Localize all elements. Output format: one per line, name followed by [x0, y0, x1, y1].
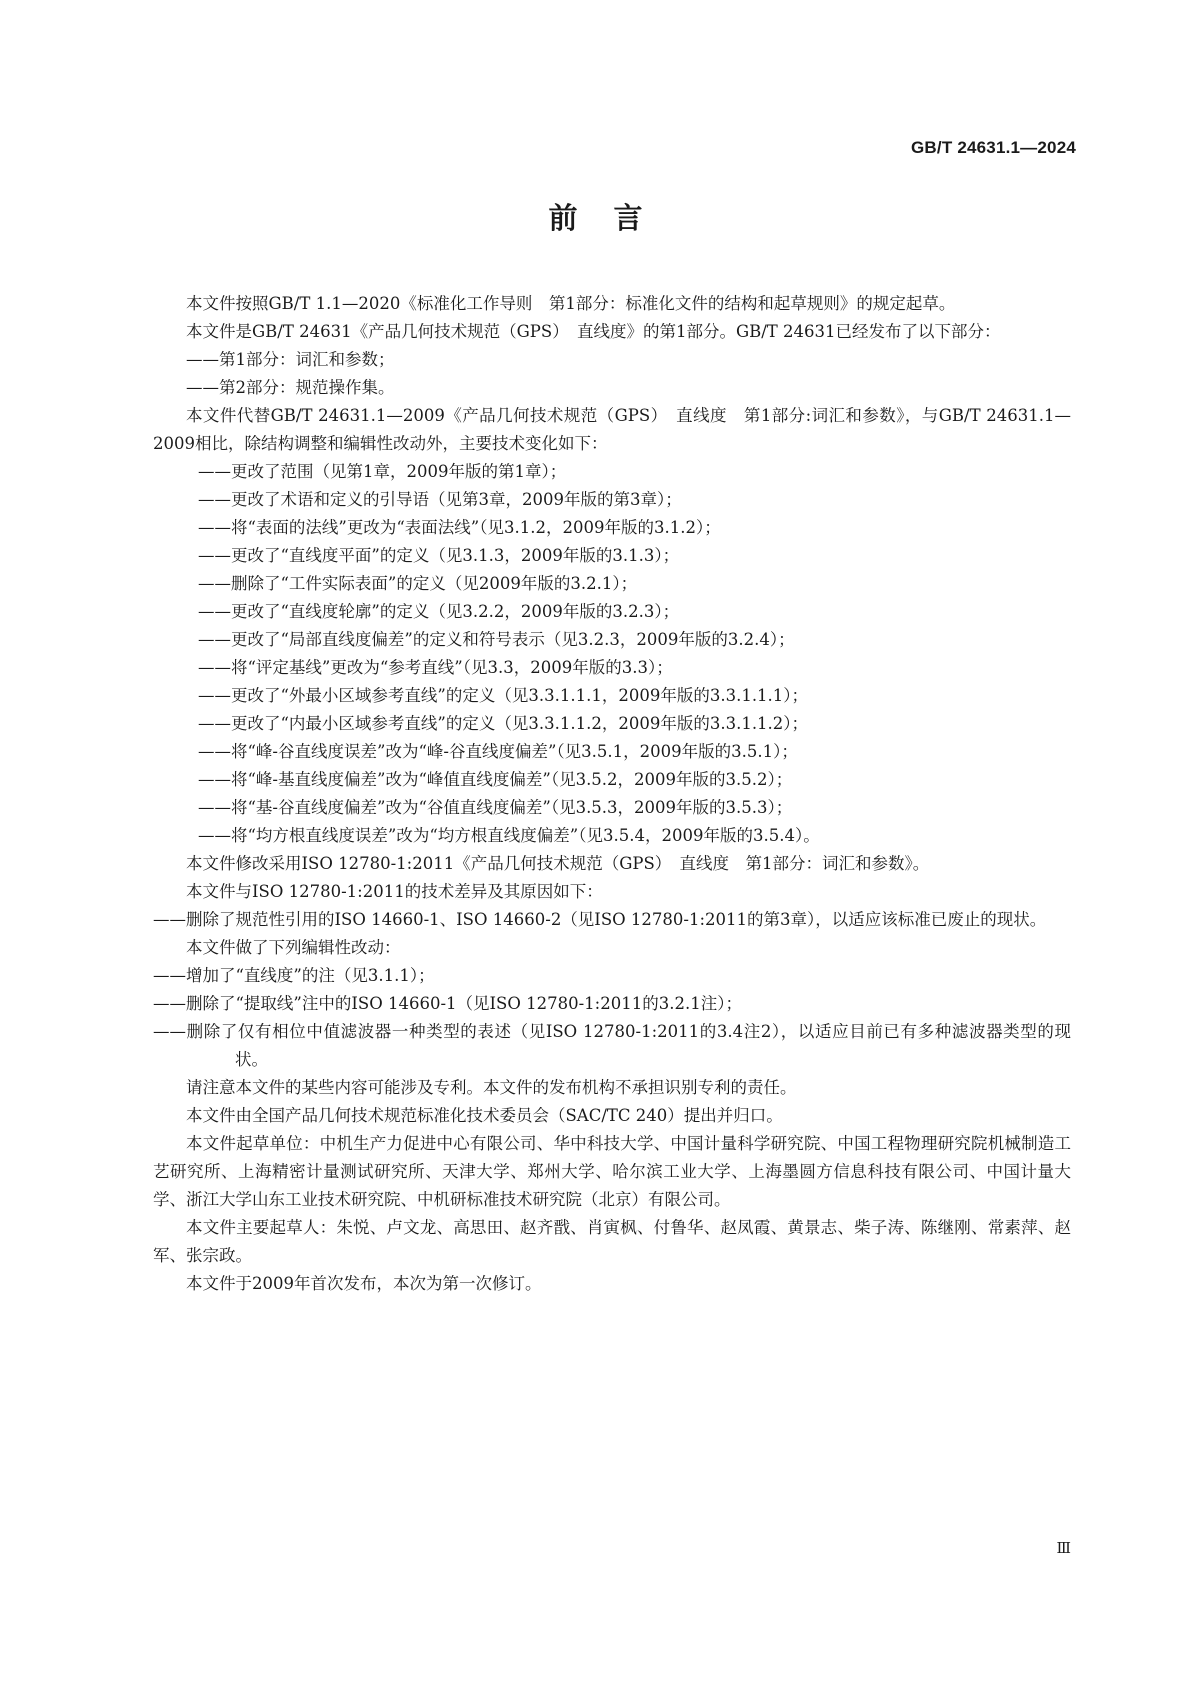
change-list	[153, 458, 1071, 850]
list-item: ——将“表面的法线”更改为“表面法线”（见3.1.2，2009年版的3.1.2）；	[198, 518, 721, 537]
paragraph: 本文件修改采用ISO 12780-1:2011《产品几何技术规范（GPS） 直线度 第1部分：词汇和参数》。	[186, 854, 930, 873]
list-item: ——将“评定基线”更改为“参考直线”（见3.3，2009年版的3.3）；	[198, 658, 673, 677]
list-item: ——更改了“局部直线度偏差”的定义和符号表示（见3.2.3，2009年版的3.2.4）；	[198, 630, 795, 649]
list-item: ——更改了“直线度平面”的定义（见3.1.3，2009年版的3.1.3）；	[198, 546, 680, 565]
paragraph: 本文件于2009年首次发布，本次为第一次修订。	[186, 1274, 542, 1293]
paragraph: 本文件主要起草人：朱悦、卢文龙、高思田、赵齐戬、肖寅枫、付鲁华、赵凤霞、黄景志、柴子涛、陈继刚、常素萍、赵军、张宗政。	[153, 1218, 1071, 1265]
list-item: ——将“均方根直线度误差”改为“均方根直线度偏差”（见3.5.4，2009年版的3.5.4）。	[198, 826, 820, 845]
list-item: ——更改了“外最小区域参考直线”的定义（见3.3.1.1.1，2009年版的3.3.1.1.1）；	[198, 686, 809, 705]
standard-code: GB/T 24631.1—2024	[911, 138, 1076, 157]
list-item: ——将“峰-基直线度偏差”改为“峰值直线度偏差”（见3.5.2，2009年版的3.5.2）；	[198, 770, 793, 789]
paragraph: 本文件做了下列编辑性改动：	[186, 938, 401, 957]
paragraph: 本文件由全国产品几何技术规范标准化技术委员会（SAC/TC 240）提出并归口。	[186, 1106, 783, 1125]
list-item: ——删除了仅有相位中值滤波器一种类型的表述（见ISO 12780-1:2011的3.4注2），以适应目前已有多种滤波器类型的现状。	[153, 1022, 1071, 1069]
document-body	[153, 290, 1071, 1298]
list-item: ——增加了“直线度”的注（见3.1.1）；	[153, 966, 435, 985]
paragraph: 本文件按照GB/T 1.1—2020《标准化工作导则 第1部分：标准化文件的结构和起草规则》的规定起草。	[186, 294, 956, 313]
list-item: ——删除了“提取线”注中的ISO 14660-1（见ISO 12780-1:2011的3.2.1注）；	[153, 994, 742, 1013]
list-item: ——更改了术语和定义的引导语（见第3章，2009年版的第3章）；	[198, 490, 682, 509]
paragraph: 本文件是GB/T 24631《产品几何技术规范（GPS） 直线度》的第1部分。GB/T 24631已经发布了以下部分：	[186, 322, 1001, 341]
list-item: ——将“峰-谷直线度误差”改为“峰-谷直线度偏差”（见3.5.1，2009年版的3.5.1）；	[198, 742, 798, 761]
list-item: ——删除了规范性引用的ISO 14660-1、ISO 14660-2（见ISO 12780-1:2011的第3章），以适应该标准已废止的现状。	[153, 910, 1047, 929]
list-item: ——更改了范围（见第1章，2009年版的第1章）；	[198, 462, 567, 481]
list-item: ——第2部分：规范操作集。	[186, 378, 395, 397]
paragraph: 本文件代替GB/T 24631.1—2009《产品几何技术规范（GPS） 直线度 第1部分:词汇和参数》，与GB/T 24631.1—2009相比，除结构调整和编辑性改动外，主要技术变化如下：	[153, 406, 1071, 453]
list-item: ——更改了“直线度轮廓”的定义（见3.2.2，2009年版的3.2.3）；	[198, 602, 680, 621]
list-item: ——更改了“内最小区域参考直线”的定义（见3.3.1.1.2，2009年版的3.3.1.1.2）；	[198, 714, 809, 733]
paragraph: 请注意本文件的某些内容可能涉及专利。本文件的发布机构不承担识别专利的责任。	[186, 1078, 797, 1097]
page-title: 前言	[548, 201, 679, 235]
list-item: ——删除了“工件实际表面”的定义（见2009年版的3.2.1）；	[198, 574, 638, 593]
list-item: ——将“基-谷直线度偏差”改为“谷值直线度偏差”（见3.5.3，2009年版的3.5.3）；	[198, 798, 793, 817]
paragraph: 本文件与ISO 12780-1:2011的技术差异及其原因如下：	[186, 882, 603, 901]
page-number: Ⅲ	[1056, 1539, 1071, 1557]
list-item: ——第1部分：词汇和参数；	[186, 350, 395, 369]
paragraph: 本文件起草单位：中机生产力促进中心有限公司、华中科技大学、中国计量科学研究院、中国工程物理研究院机械制造工艺研究所、上海精密计量测试研究所、天津大学、郑州大学、哈尔滨工业大学、上海墨圆方信息科技有限公司、中国计量大学、浙江大学山东工业技术研究院、中机研标准技术研究院（北京）有限公司。	[153, 1134, 1071, 1209]
